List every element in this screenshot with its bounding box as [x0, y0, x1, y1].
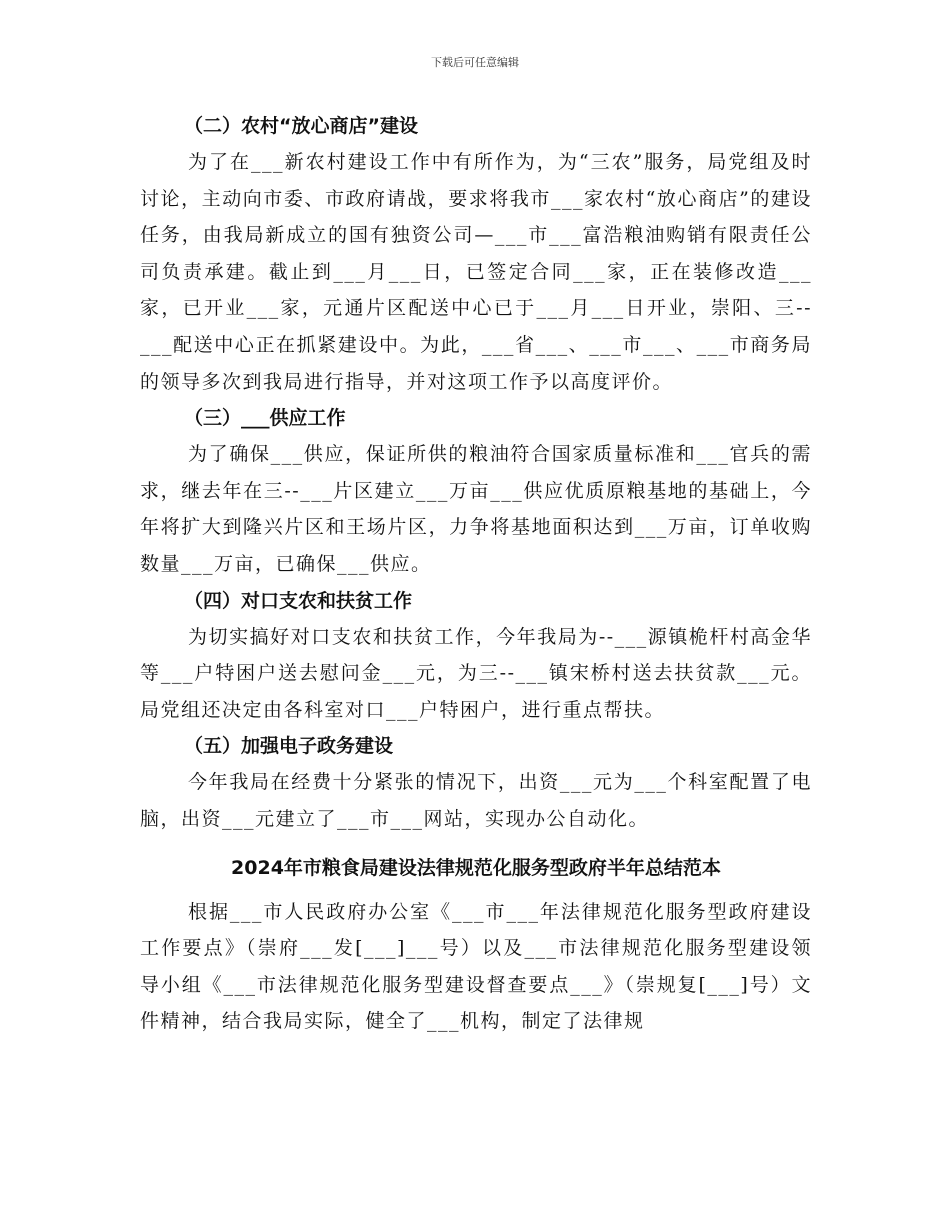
section-paragraph: 为切实搞好对口支农和扶贫工作，今年我局为--___源镇桅杆村高金华等___户特困户送去慰问金___元，为三--___镇宋桥村送去扶贫款___元。局党组还决定由各科室对口___户特困户，进行重点帮扶。 [140, 625, 812, 721]
section-e-government [140, 728, 812, 837]
page-header: 下载后可任意编辑 [431, 56, 519, 69]
section-poverty-relief [140, 583, 812, 729]
section-rural-stores [140, 108, 812, 400]
section-paragraph: 今年我局在经费十分紧张的情况下，出资___元为___个科室配置了电脑，出资___元建立了___市___网站，实现办公自动化。 [140, 771, 812, 830]
document-body [140, 108, 812, 1040]
section-paragraph: 为了确保___供应，保证所供的粮油符合国家质量标准和___官兵的需求，继去年在三--___片区建立___万亩___供应优质原粮基地的基础上，今年将扩大到隆兴片区和王场片区，力争将基地面积达到___万亩，订单收购数量___万亩，已确保___供应。 [140, 443, 812, 575]
section-paragraph: 为了在___新农村建设工作中有所作为，为“三农”服务，局党组及时讨论，主动向市委、市政府请战，要求将我市___家农村“放心商店”的建设任务，由我局新成立的国有独资公司—___市___富浩粮油购销有限责任公司负责承建。截止到___月___日，已签定合同___家，正在装修改造___家，已开业___家，元通片区配送中心已于___月___日开业，崇阳、三--___配送中心正在抓紧建设中。为此，___省___、___市___、___市商务局的领导多次到我局进行指导，并对这项工作予以高度评价。 [140, 151, 812, 393]
document-title: 2024年市粮食局建设法律规范化服务型政府半年总结范本 [231, 856, 721, 879]
section-heading: （四）对口支农和扶贫工作 [184, 589, 413, 612]
closing-paragraph: 根据___市人民政府办公室《___市___年法律规范化服务型政府建设工作要点》（崇府___发[___]___号）以及___市法律规范化服务型建设领导小组《___市法律规范化服务型建设督查要点___》（崇规复[___]号）文件精神，结合我局实际，健全了___机构，制定了法律规 [140, 900, 812, 1033]
section-supply-work [140, 400, 812, 582]
section-heading: （二）农村“放心商店”建设 [184, 115, 418, 137]
section-heading: （三）___供应工作 [184, 407, 346, 430]
section-heading: （五）加强电子政务建设 [184, 735, 394, 758]
